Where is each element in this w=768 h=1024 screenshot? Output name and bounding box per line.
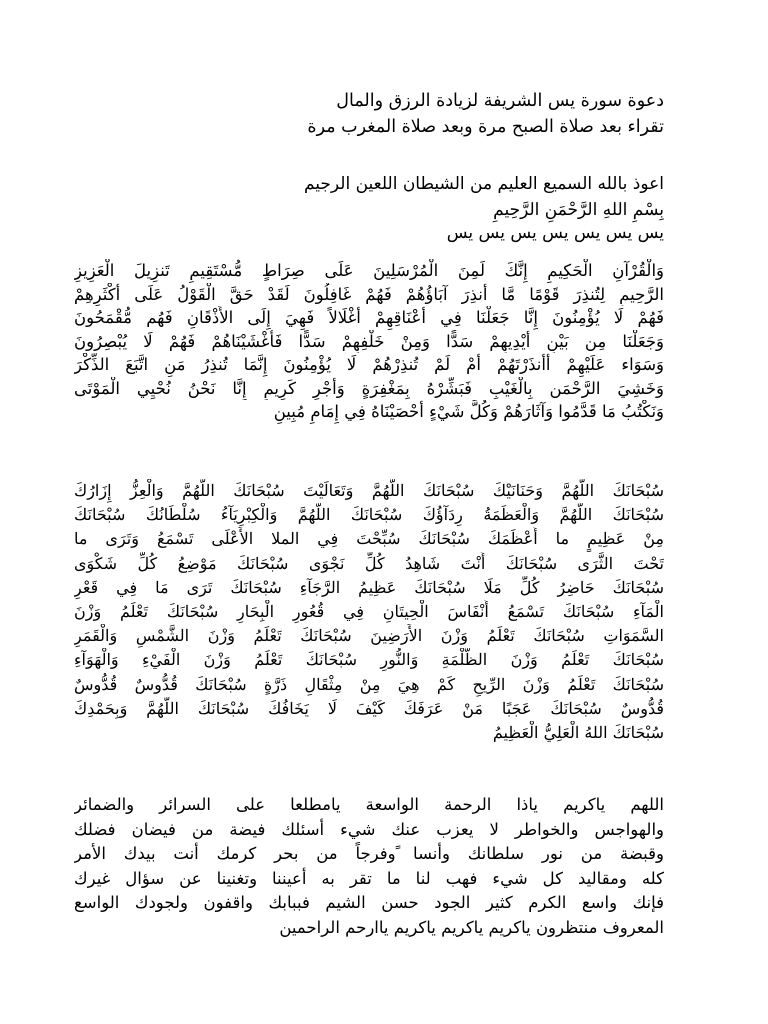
tasbih-line: الْمَآءِ سُبْحَانَكَ تَسْمَعُ أَنْفَاسَ الْحِيتَانِ فِي قُعُورِ الْبِحَارِ سُبْحَانَكَ تَعْلَمُ وَزْنَ — [74, 601, 664, 621]
quran-line: وَالْقُرْآنِ الْحَكِيمِ إِنَّكَ لَمِنَ الْمُرْسَلِينَ عَلَى صِرَاطٍ مُّسْتَقِيمٍ تَنزِيلَ الْعَزِيزِ — [74, 261, 664, 280]
tasbih-line: سُبْحَانَكَ اللَّهُمَّ وَحَنَانَيْكَ سُبْحَانَكَ اللَّهُمَّ وَتَعَالَيْتَ سُبْحَانَكَ اللَّهُمَّ وَالْعِزُّ إِزَارُكَ — [74, 481, 664, 500]
isti-adha-line: اعوذ بالله السميع العليم من الشيطان اللعين الرجيم — [303, 174, 664, 194]
document-subtitle: تقراء بعد صلاة الصبح مرة وبعد صلاة المغرب مرة — [307, 117, 664, 137]
document-title: دعوة سورة يس الشريفة لزيادة الرزق والمال — [336, 91, 664, 111]
quran-line: وَنَكْتُبُ مَا قَدَّمُوا وَآثَارَهُمْ وَكُلَّ شَيْءٍ أحْصَيْنَاهُ فِي إِمَامٍ مُبِينٍ — [273, 402, 664, 421]
tasbih-line: السَّمَوَاتِ سُبْحَانَكَ تَعْلَمُ وَزْنَ الأَرَضِينَ سُبْحَانَكَ تَعْلَمُ وَزْنَ الشَّمْسِ وَالْقَمَرِ — [74, 626, 664, 646]
quran-line: وَخَشِيَ الرَّحْمَن بِالْغَيْبِ فَبَشِّرْهُ بِمَغْفِرَةٍ وَأَجْرٍ كَرِيمٍ إِنَّا نَحْنُ نُحْيِي الْمَوْتَى — [74, 378, 664, 398]
tasbih-block — [74, 479, 664, 745]
dua-line: والهواجس والخواطر لا يعزب عنك شيء أسئلك فيضة من فيضان فضلك — [74, 819, 664, 839]
dua-line: كله ومقاليد كل شيء فهب لنا ما تقر به أعيننا وتغنينا عن سؤال غيرك — [74, 868, 664, 888]
dua-line: اللهم ياكريم ياذا الرحمة الواسعة يامطلعا على السرائر والضمائر — [74, 795, 664, 814]
tasbih-line: تَحْتَ الثَّرَى سُبْحَانَكَ أَنْتَ شَاهِدُ كُلِّ نَجْوَى سُبْحَانَكَ مَوْضِعُ كُلِّ شَكْوَى — [74, 553, 664, 573]
tasbih-line: سُبْحَانَكَ اللهُ الْعَلِيُّ الْعَظِيمُ — [492, 722, 664, 742]
tasbih-line: سُبْحَانَكَ تَعْلَمُ وَزْنَ الظُّلْمَةِ وَالنُّورِ سُبْحَانَكَ تَعْلَمُ وَزْنَ الْفَيْءِ وَالْهَوَآءِ — [74, 650, 664, 670]
quran-verses — [74, 259, 664, 424]
tasbih-line: قُدُّوسٌ سُبْحَانَكَ عَجَبًا مَنْ عَرَفَكَ كَيْفَ لَا يَخَافُكَ سُبْحَانَكَ اللَّهُمَّ وَبِحَمْدِكَ — [74, 698, 664, 718]
intro-block — [74, 171, 664, 244]
quran-line: وَسَوَاء عَلَيْهِمْ أَأَنذَرْتَهُمْ أَمْ لَمْ تُنذِرْهُمْ لَا يُؤْمِنُونَ إِنَّمَا تُنذِرُ مَنِ اتَّبَعَ الذِّكْرَ — [74, 355, 664, 374]
tasbih-line: سُبْحَانَكَ اللَّهُمَّ وَالْعَظَمَةُ رِدَآؤُكَ سُبْحَانَكَ اللَّهُمَّ وَالْكِبْرِيَآءُ سُلْطَانُكَ سُبْحَانَكَ — [74, 505, 664, 525]
dua-line: فإنك واسع الكرم كثير الجود حسن الشيم فببابك واقفون ولجودك الواسع — [74, 893, 664, 913]
quran-line: وَجَعَلْنَا مِن بَيْنِ أَيْدِيهِمْ سَدًّا وَمِنْ خَلْفِهِمْ سَدًّا فَأَغْشَيْنَاهُمْ فَهُمْ لَا يُبْصِرُونَ — [74, 331, 664, 351]
document-heading — [74, 88, 664, 140]
dua-block — [74, 793, 664, 941]
dua-line: وقبضة من نور سلطانك وأنسا ًوفرجاً من بحر كرمك أنت بيدك الأمر — [74, 844, 664, 864]
tasbih-line: سُبْحَانَكَ تَعْلَمُ وَزْنَ الرِّيحِ كَمْ هِيَ مِنْ مِثْقَالِ ذَرَّةٍ سُبْحَانَكَ قُدُّوسٌ قُدُّوسٌ — [74, 674, 664, 694]
yasin-repeat-line: يس يس يس يس يس يس يس — [446, 223, 664, 243]
tasbih-line: سُبْحَانَكَ حَاضِرُ كُلِّ مَلَا سُبْحَانَكَ عَظِيمُ الرَّجَآءِ سُبْحَانَكَ تَرَى مَا فِي قَعْرِ — [74, 577, 664, 597]
basmala-line: بِسْمِ اللهِ الرَّحْمَنِ الرَّحِيمِ — [493, 200, 664, 220]
tasbih-line: مِنْ عَظِيمٍ ما أَعْظَمَكَ سُبْحَانَكَ سُبِّحْتَ فِي الملا الأَعْلَى تَسْمَعُ وَتَرَى ما — [74, 529, 664, 549]
quran-line: فَهُمْ لَا يُؤْمِنُونَ إِنَّا جَعَلْنَا فِي أَعْنَاقِهِمْ أَغْلَالاً فَهِيَ إِلَى الأَذْقَانِ فَهُم مُّقْمَحُونَ — [74, 308, 664, 327]
dua-line: المعروف منتظرون ياكريم ياكريم ياكريم ياارحم الراحمين — [279, 917, 664, 937]
quran-line: الرَّحِيمِ لِتُنذِرَ قَوْمًا مَّا أُنذِرَ آبَاؤُهُمْ فَهُمْ غَافِلُونَ لَقَدْ حَقَّ الْقَوْلُ عَلَى أَكْثَرِهِمْ — [74, 284, 664, 304]
